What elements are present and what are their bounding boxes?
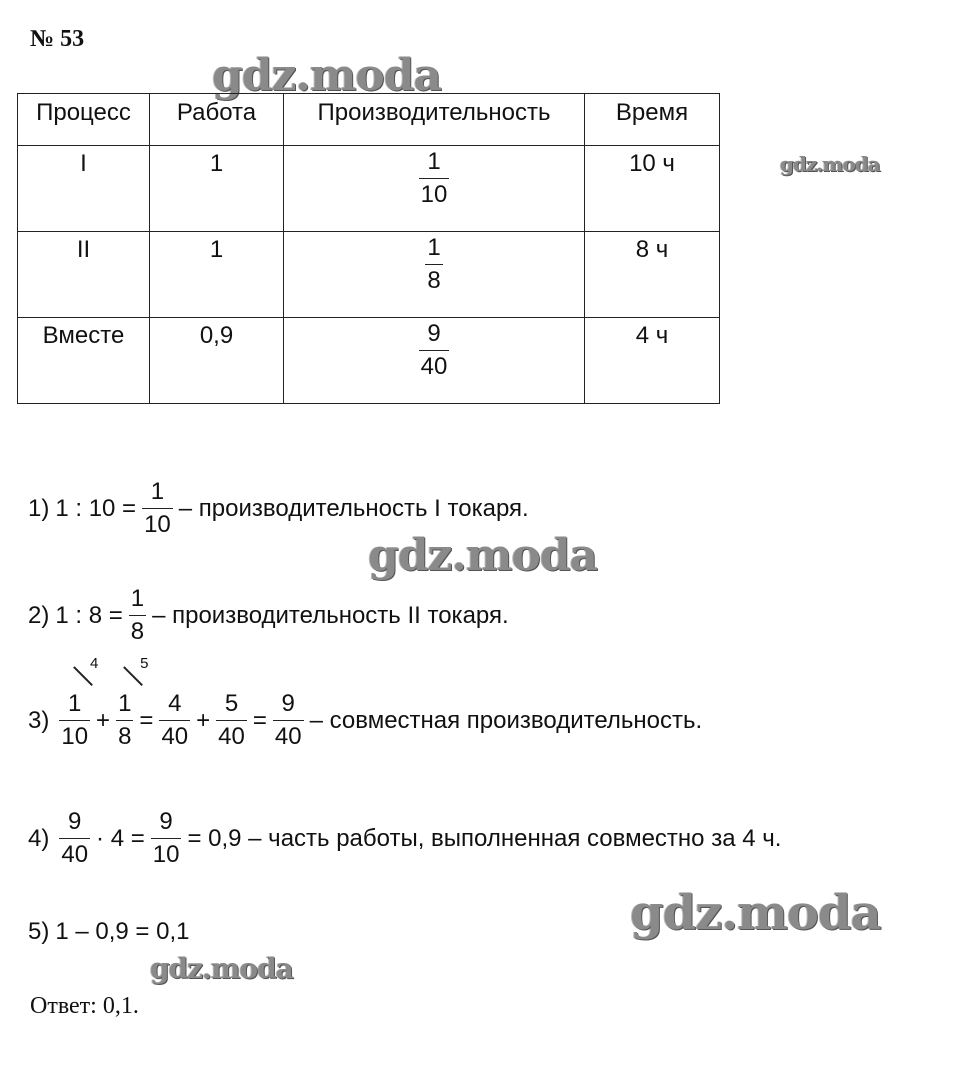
step-expression: 1 : 10 = bbox=[55, 494, 137, 522]
denominator: 40 bbox=[216, 720, 247, 749]
watermark: gdz.moda bbox=[150, 952, 293, 985]
plus-sign: + bbox=[196, 706, 211, 734]
solution-step-3 bbox=[28, 655, 708, 750]
cell-process: II bbox=[18, 232, 150, 318]
cell-productivity bbox=[284, 232, 585, 318]
cell-productivity bbox=[284, 146, 585, 232]
fraction bbox=[419, 322, 450, 379]
problem-number: № 53 bbox=[30, 26, 85, 52]
cell-time: 4 ч bbox=[585, 318, 720, 404]
fraction bbox=[129, 587, 146, 644]
equals-sign: = bbox=[139, 706, 154, 734]
step-label: 2) bbox=[28, 601, 50, 629]
numerator: 9 bbox=[427, 320, 441, 347]
cell-work: 1 bbox=[150, 232, 284, 318]
numerator: 9 bbox=[68, 808, 82, 835]
header-process: Процесс bbox=[18, 94, 150, 146]
watermark: gdz.moda bbox=[368, 530, 598, 581]
fraction bbox=[116, 655, 149, 750]
denominator: 40 bbox=[419, 350, 450, 379]
numerator: 1 bbox=[427, 148, 441, 175]
step-expression: 1 – 0,9 = 0,1 bbox=[55, 918, 190, 945]
step-label: 4) bbox=[28, 824, 50, 852]
numerator: 4 bbox=[168, 690, 182, 717]
multiplier: 5 bbox=[140, 655, 149, 672]
denominator: 8 bbox=[129, 615, 146, 644]
step-label: 5) bbox=[28, 918, 50, 945]
cell-time: 10 ч bbox=[585, 146, 720, 232]
table-row bbox=[18, 318, 720, 404]
numerator bbox=[66, 655, 99, 720]
table-header-row bbox=[18, 94, 720, 146]
multiplier: 4 bbox=[90, 655, 99, 672]
denominator: 10 bbox=[419, 178, 450, 207]
step-text: – совместная производительность. bbox=[309, 706, 703, 734]
fraction bbox=[59, 810, 90, 867]
step-label: 3) bbox=[28, 706, 50, 734]
header-work: Работа bbox=[150, 94, 284, 146]
fraction bbox=[159, 692, 190, 749]
denominator: 40 bbox=[159, 720, 190, 749]
numerator: 1 bbox=[130, 585, 145, 612]
fraction bbox=[59, 655, 99, 750]
answer-line: Ответ: 0,1. bbox=[30, 993, 139, 1019]
step-expression: 1 : 8 = bbox=[55, 601, 123, 629]
fraction bbox=[142, 480, 173, 537]
cell-time: 8 ч bbox=[585, 232, 720, 318]
header-productivity: Производительность bbox=[284, 94, 585, 146]
cell-process: I bbox=[18, 146, 150, 232]
work-table bbox=[17, 93, 720, 404]
numerator-value: 1 bbox=[68, 690, 82, 717]
numerator: 5 bbox=[224, 690, 239, 717]
equals-sign: = bbox=[252, 706, 267, 734]
cell-work: 1 bbox=[150, 146, 284, 232]
denominator: 40 bbox=[59, 838, 90, 867]
solution-step-1 bbox=[28, 480, 535, 537]
step-text: = 0,9 – часть работы, выполненная совместно за 4 ч. bbox=[187, 824, 782, 852]
denominator: 8 bbox=[425, 264, 442, 293]
watermark: gdz.moda bbox=[212, 50, 442, 101]
solution-step-4 bbox=[28, 810, 787, 867]
numerator: 1 bbox=[427, 234, 441, 261]
numerator-value: 1 bbox=[118, 690, 132, 717]
step-text: – производительность I токаря. bbox=[178, 494, 529, 522]
table-row bbox=[18, 146, 720, 232]
step-expression: · 4 = bbox=[96, 824, 145, 852]
header-time: Время bbox=[585, 94, 720, 146]
fraction bbox=[419, 150, 450, 207]
step-label: 1) bbox=[28, 494, 50, 522]
cell-productivity bbox=[284, 318, 585, 404]
numerator: 9 bbox=[159, 808, 173, 835]
cell-work: 0,9 bbox=[150, 318, 284, 404]
denominator: 40 bbox=[273, 720, 304, 749]
fraction bbox=[216, 692, 247, 749]
numerator: 9 bbox=[281, 690, 295, 717]
denominator: 10 bbox=[59, 720, 90, 749]
plus-sign: + bbox=[96, 706, 111, 734]
step-text: – производительность II токаря. bbox=[152, 601, 509, 629]
fraction bbox=[273, 692, 304, 749]
solution-step-5 bbox=[28, 918, 195, 946]
fraction bbox=[151, 810, 182, 867]
fraction bbox=[425, 236, 442, 293]
numerator bbox=[116, 655, 149, 720]
numerator: 1 bbox=[150, 478, 165, 505]
solution-step-2 bbox=[28, 587, 515, 644]
denominator: 10 bbox=[151, 838, 182, 867]
watermark: gdz.moda bbox=[780, 152, 880, 176]
watermark: gdz.moda bbox=[630, 885, 881, 941]
cell-process: Вместе bbox=[18, 318, 150, 404]
denominator: 8 bbox=[116, 720, 133, 749]
denominator: 10 bbox=[142, 508, 173, 537]
table-row bbox=[18, 232, 720, 318]
